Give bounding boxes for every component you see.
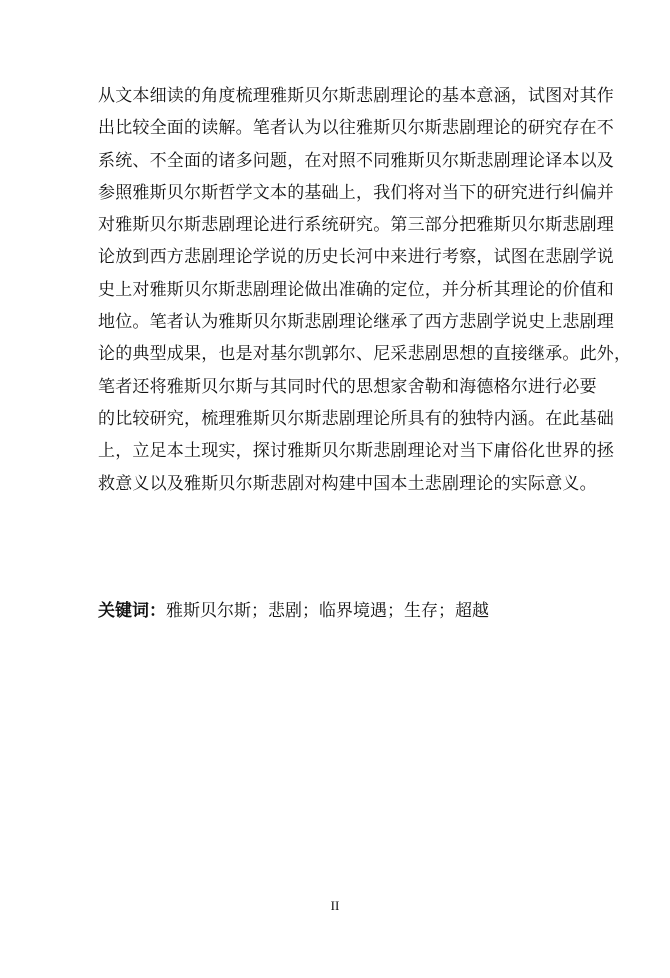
page-number: II [330, 898, 340, 913]
abstract-line: 对雅斯贝尔斯悲剧理论进行系统研究。第三部分把雅斯贝尔斯悲剧理 [98, 215, 614, 236]
abstract-line: 从文本细读的角度梳理雅斯贝尔斯悲剧理论的基本意涵，试图对其作 [98, 86, 614, 106]
abstract-line: 史上对雅斯贝尔斯悲剧理论做出准确的定位，并分析其理论的价值和 [98, 279, 614, 300]
abstract-body [98, 80, 632, 500]
abstract-line: 论放到西方悲剧理论学说的历史长河中来进行考察，试图在悲剧学说 [98, 247, 614, 268]
abstract-line: 地位。笔者认为雅斯贝尔斯悲剧理论继承了西方悲剧学说史上悲剧理 [98, 312, 614, 333]
abstract-line: 系统、不全面的诸多问题，在对照不同雅斯贝尔斯悲剧理论译本以及 [98, 150, 614, 171]
keywords-text: 雅斯贝尔斯；悲剧；临界境遇；生存；超越 [166, 601, 489, 621]
abstract-line: 的比较研究，梳理雅斯贝尔斯悲剧理论所具有的独特内涵。在此基础 [98, 408, 614, 429]
abstract-line: 上，立足本土现实，探讨雅斯贝尔斯悲剧理论对当下庸俗化世界的拯 [98, 441, 614, 462]
abstract-line: 救意义以及雅斯贝尔斯悲剧对构建中国本土悲剧理论的实际意义。 [98, 473, 597, 494]
abstract-line: 笔者还将雅斯贝尔斯与其同时代的思想家舍勒和海德格尔进行必要 [98, 376, 597, 397]
abstract-line: 参照雅斯贝尔斯哲学文本的基础上，我们将对当下的研究进行纠偏并 [98, 182, 614, 203]
abstract-line: 论的典型成果，也是对基尔凯郭尔、尼采悲剧思想的直接继承。此外， [98, 344, 632, 365]
keywords-line [98, 597, 489, 625]
keywords-label: 关键词： [98, 601, 166, 621]
abstract-line: 出比较全面的读解。笔者认为以往雅斯贝尔斯悲剧理论的研究存在不 [98, 118, 614, 139]
